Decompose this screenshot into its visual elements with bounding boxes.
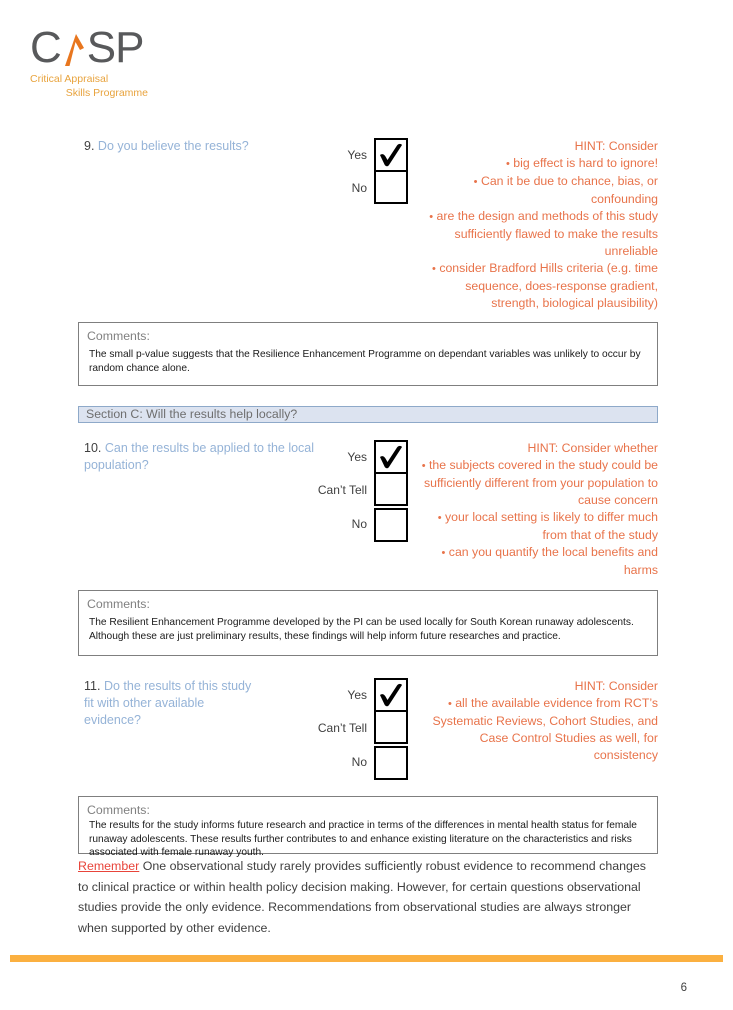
comments-text: The Resilient Enhancement Programme developed by the PI can be used locally for South Korean runaway adolescents. Although these are just preliminary results, these findings will help inform future researches and practice. (89, 617, 634, 642)
hint-heading: HINT: Consider whether (527, 441, 658, 455)
comments-label: Comments: (87, 329, 150, 343)
logo-letter-s: S (86, 23, 116, 72)
option-row-no[interactable] (333, 506, 408, 542)
comments-text: The results for the study informs future research and practice in terms of the differences in mental health status for female runaway adolescents. These results further contributes to and enhance existing literature on the characteristics and risks associated with female runaway youth. (89, 820, 637, 858)
remember-label: Remember (78, 859, 140, 873)
question-row-11 (78, 678, 658, 769)
option-label-yes: Yes (347, 688, 367, 702)
hint-list (416, 457, 658, 579)
hint-item: • Can it be due to chance, bias, or confounding (473, 174, 658, 206)
remember-paragraph (78, 856, 656, 938)
hint-heading: HINT: Consider (574, 139, 658, 153)
option-row-no[interactable] (333, 172, 408, 204)
logo-letter-p: P (115, 23, 144, 72)
hint-item: • consider Bradford Hills criteria (e.g. time sequence, does-response gradient, strength, biological plausibility) (432, 261, 658, 310)
checkbox-yes[interactable] (374, 138, 408, 172)
hint-list (416, 155, 658, 312)
hint-item-text: the subjects covered in the study could be sufficiently different from your population to cause concern (423, 458, 658, 507)
question-9-options (333, 138, 408, 204)
logo-arrow-icon (61, 28, 87, 68)
option-row-no[interactable] (333, 744, 408, 780)
section-header-c: Section C: Will the results help locally? (78, 406, 658, 423)
question-9-number: 9. (84, 139, 95, 153)
question-9-hint (416, 138, 658, 312)
question-10-options (317, 440, 408, 542)
option-label-no: No (351, 755, 367, 769)
option-row-cant-tell[interactable] (317, 712, 408, 744)
check-mark-icon (376, 140, 406, 170)
checkbox-cant-tell[interactable] (374, 710, 408, 744)
question-9-label: Do you believe the results? (97, 139, 249, 153)
check-mark-icon (376, 442, 406, 472)
hint-item: • can you quantify the local benefits and harms (441, 545, 658, 577)
comments-text: The small p-value suggests that the Resilience Enhancement Programme on dependant variables was unlikely to occur by random chance alone. (89, 349, 641, 374)
question-11-label: Do the results of this study fit with other available evidence? (84, 679, 252, 727)
comments-box-2[interactable] (78, 590, 658, 656)
option-row-yes[interactable] (333, 678, 408, 712)
question-9-text (84, 138, 334, 155)
hint-list (416, 695, 658, 764)
option-label-no: No (351, 181, 367, 195)
remember-text: One observational study rarely provides sufficiently robust evidence to recommend changes to clinical practice or within health policy decision making. However, for certain questions observational studies provide the only evidence. Recommendations from observational studies are always stronger when supported by other evidence. (78, 859, 646, 935)
option-row-yes[interactable] (333, 440, 408, 474)
question-10-hint (416, 440, 658, 579)
option-label-yes: Yes (347, 450, 367, 464)
footer-rule (10, 955, 723, 962)
casp-logo (30, 23, 260, 100)
checkbox-no[interactable] (374, 170, 408, 204)
question-11-number: 11. (84, 679, 101, 693)
page-number: 6 (680, 982, 687, 994)
option-row-cant-tell[interactable] (317, 474, 408, 506)
logo-subtitle (30, 72, 148, 100)
hint-item-text: big effect is hard to ignore! (513, 156, 658, 170)
option-label-cant-tell: Can’t Tell (317, 721, 367, 735)
checkbox-no[interactable] (374, 746, 408, 780)
hint-item: • are the design and methods of this study sufficiently flawed to make the results unreliable (429, 209, 658, 258)
question-row-9 (78, 138, 658, 310)
logo-wordmark (30, 23, 260, 72)
question-11-hint (416, 678, 658, 764)
checkbox-yes[interactable] (374, 440, 408, 474)
comments-label: Comments: (87, 803, 150, 817)
hint-item-text: Can it be due to chance, bias, or confounding (480, 174, 658, 206)
logo-letter-c: C (30, 23, 61, 72)
question-10-number: 10. (84, 441, 102, 455)
hint-item: • your local setting is likely to differ much from that of the study (437, 510, 658, 542)
hint-item-text: are the design and methods of this study sufficiently flawed to make the results unreliable (436, 209, 658, 258)
hint-item: • big effect is hard to ignore! (506, 156, 658, 170)
option-row-yes[interactable] (333, 138, 408, 172)
logo-subtitle-line1: Critical Appraisal (30, 73, 109, 85)
checkbox-no[interactable] (374, 508, 408, 542)
checkbox-yes[interactable] (374, 678, 408, 712)
hint-item-text: can you quantify the local benefits and harms (448, 545, 658, 577)
hint-item: • all the available evidence from RCT’s Systematic Reviews, Cohort Studies, and Case Control Studies as well, for consistency (432, 696, 658, 762)
option-label-no: No (351, 517, 367, 531)
hint-item-text: your local setting is likely to differ much from that of the study (444, 510, 658, 542)
question-10-label: Can the results be applied to the local population? (84, 441, 315, 472)
question-10-text (84, 440, 334, 474)
question-11-text (84, 678, 264, 729)
hint-item-text: consider Bradford Hills criteria (e.g. time sequence, does-response gradient, strength, biological plausibility) (439, 261, 658, 310)
checkbox-cant-tell[interactable] (374, 472, 408, 506)
question-11-options (317, 678, 408, 780)
option-label-yes: Yes (347, 148, 367, 162)
comments-box-1[interactable] (78, 322, 658, 386)
question-row-10 (78, 440, 658, 577)
hint-item-text: all the available evidence from RCT’s Systematic Reviews, Cohort Studies, and Case Control Studies as well, for consistency (432, 696, 658, 762)
option-label-cant-tell: Can’t Tell (317, 483, 367, 497)
hint-heading: HINT: Consider (574, 679, 658, 693)
logo-subtitle-line2: Skills Programme (65, 87, 148, 99)
comments-box-3[interactable] (78, 796, 658, 858)
comments-label: Comments: (87, 597, 150, 611)
check-mark-icon (376, 680, 406, 710)
hint-item: • the subjects covered in the study could be sufficiently different from your population to cause concern (421, 458, 658, 507)
